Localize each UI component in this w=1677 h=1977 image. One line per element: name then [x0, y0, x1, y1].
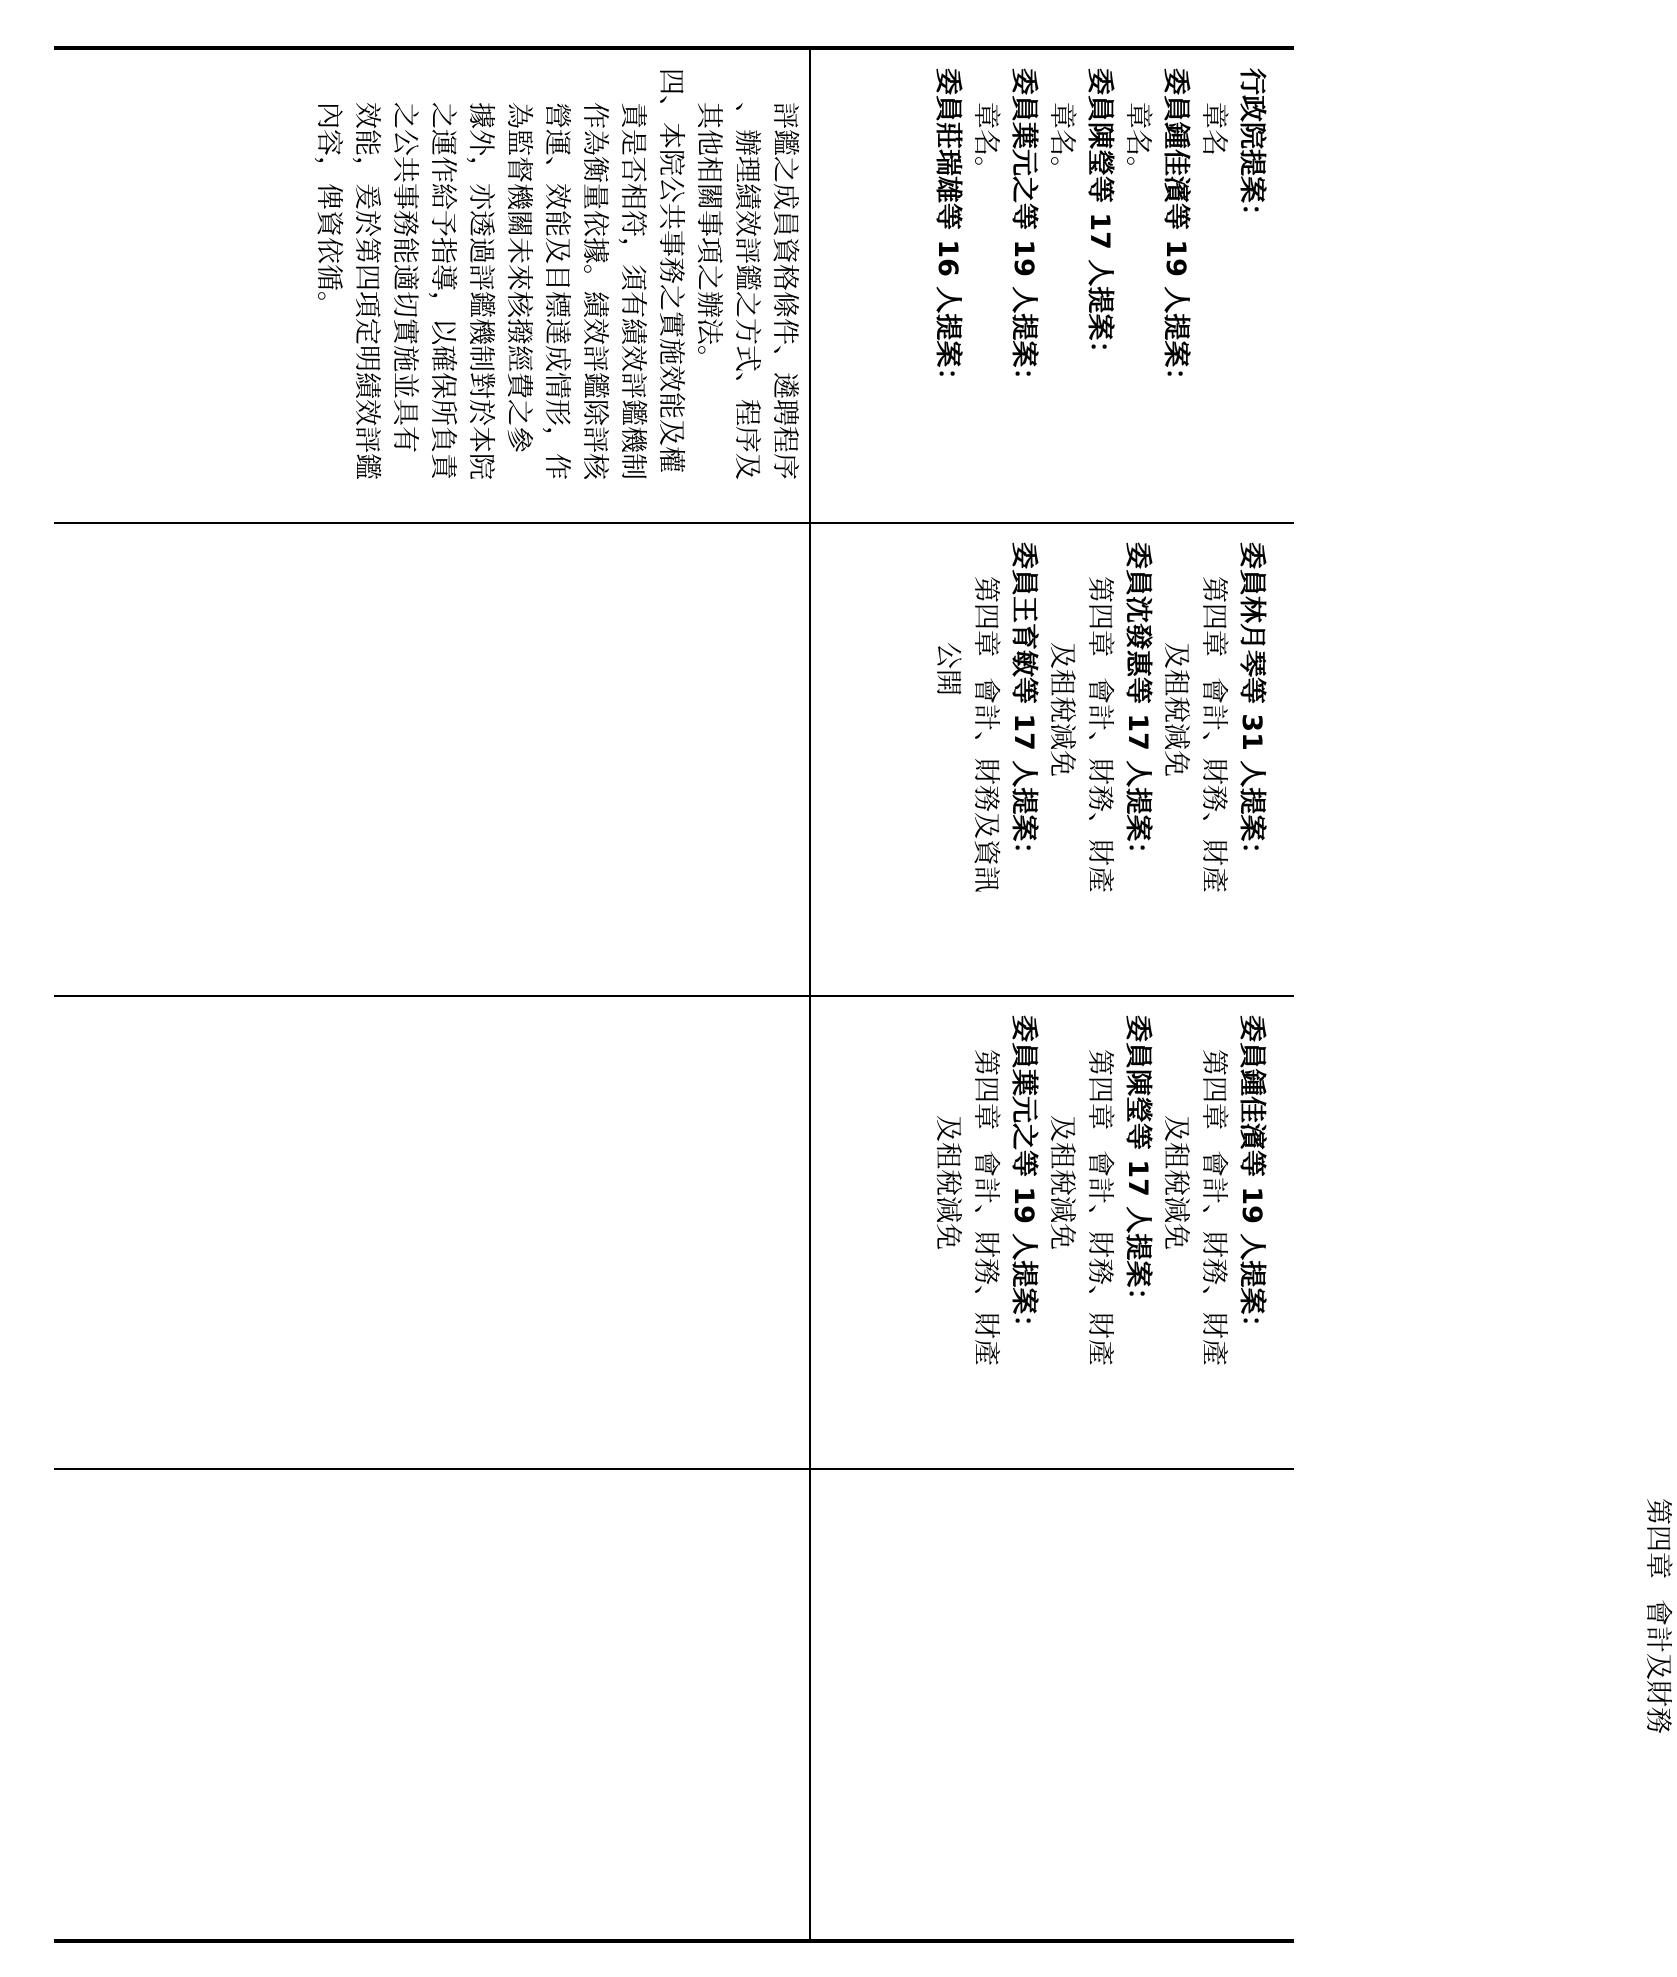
current-law-text	[1639, 1498, 1677, 1734]
chapter-line	[1081, 1015, 1119, 1366]
chapter-name: 會計、財務、財產	[1084, 677, 1116, 893]
table-bottom-rule	[54, 1939, 1294, 1943]
chapter-name-cont: 公開	[932, 642, 964, 696]
chapter-line	[967, 542, 1005, 893]
explanation-line: 、辦理績效評鑑之方式、程序及	[731, 102, 763, 480]
chapter-name: 會計、財務及資訊	[970, 677, 1002, 893]
chapter-number: 第四章	[1198, 1049, 1230, 1130]
proposals-cell-3	[811, 997, 1294, 1467]
explanation-line: 作為衡量依據。績效評鑑除評核	[579, 102, 611, 480]
chapter-name-cont: 及租稅減免	[1160, 1115, 1192, 1250]
proposal-title: 委員陳瑩等 17 人提案：	[1084, 68, 1116, 368]
proposal-title: 委員莊瑞雄等 16 人提案：	[932, 68, 964, 395]
explanation-line: 營運、效能及目標達成情形，作	[541, 102, 573, 480]
explanation-line: 為監督機關未來核撥經費之參	[503, 102, 535, 453]
chapter-number: 第四章	[1642, 1498, 1674, 1579]
chapter-name-cont: 及租稅減免	[1046, 642, 1078, 777]
proposal-body: 章名。	[1046, 102, 1078, 183]
proposal-title: 行政院提案：	[1236, 68, 1268, 230]
explanation-line: 評鑑之成員資格條件、遴聘程序	[769, 102, 801, 480]
chapter-number: 第四章	[1084, 1049, 1116, 1130]
current-law-cell	[811, 1470, 1674, 1938]
chapter-name: 會計、財務、財產	[1198, 1150, 1230, 1366]
proposal-title: 委員林月琴等 31 人提案：	[1236, 542, 1268, 869]
chapter-name: 會計、財務、財產	[1198, 677, 1230, 893]
proposal-title: 委員葉元之等 19 人提案：	[1008, 68, 1040, 395]
chapter-number: 第四章	[970, 576, 1002, 657]
proposal-title: 委員沈發惠等 17 人提案：	[1122, 542, 1154, 869]
proposals-list-2	[929, 542, 1271, 893]
proposals-list-3	[929, 1015, 1271, 1366]
chapter-line	[1195, 542, 1233, 893]
explanation-line: 之公共事務能適切實施並具有	[389, 102, 421, 453]
proposals-list-1	[929, 68, 1271, 394]
chapter-name-cont: 及租稅減免	[1046, 1115, 1078, 1250]
chapter-line	[1081, 542, 1119, 893]
explanation-text	[310, 68, 804, 480]
proposal-body: 章名	[1198, 102, 1230, 156]
chapter-line	[967, 1015, 1005, 1366]
explanation-cell	[54, 50, 808, 520]
explanation-line: 之運作給予指導，以確保所負責	[427, 102, 459, 480]
proposals-cell-2	[811, 524, 1294, 994]
explanation-line: 效能，爰於第四項定明績效評鑑	[351, 102, 383, 480]
proposals-cell-1	[811, 50, 1294, 520]
chapter-name-cont: 及租稅減免	[932, 1115, 964, 1250]
chapter-name-cont: 及租稅減免	[1160, 642, 1192, 777]
proposal-body: 章名。	[1122, 102, 1154, 183]
proposal-title: 委員王育敏等 17 人提案：	[1008, 542, 1040, 869]
proposal-title: 委員鍾佳濱等 19 人提案：	[1160, 68, 1192, 395]
explanation-line: 據外，亦透過評鑑機制對於本院	[465, 102, 497, 480]
chapter-number: 第四章	[1198, 576, 1230, 657]
explanation-line: 其他相關事項之辦法。	[693, 102, 725, 372]
proposal-title: 委員陳瑩等 17 人提案：	[1122, 1015, 1154, 1315]
chapter-name: 會計、財務、財產	[970, 1150, 1002, 1366]
chapter-number: 第四章	[970, 1049, 1002, 1130]
explanation-line: 責是否相符，須有績效評鑑機制	[617, 102, 649, 480]
proposal-title: 委員葉元之等 19 人提案：	[1008, 1015, 1040, 1342]
proposal-title: 委員鍾佳濱等 19 人提案：	[1236, 1015, 1268, 1342]
chapter-number: 第四章	[1084, 576, 1116, 657]
proposal-body: 章名。	[970, 102, 1002, 183]
chapter-name: 會計及財務	[1642, 1599, 1674, 1734]
chapter-line	[1639, 1498, 1677, 1734]
chapter-line	[1195, 1015, 1233, 1366]
explanation-line: 四、本院公共事務之實施效能及權	[655, 68, 687, 473]
chapter-name: 會計、財務、財產	[1084, 1150, 1116, 1366]
explanation-line: 內容，俾資依循。	[313, 102, 345, 318]
